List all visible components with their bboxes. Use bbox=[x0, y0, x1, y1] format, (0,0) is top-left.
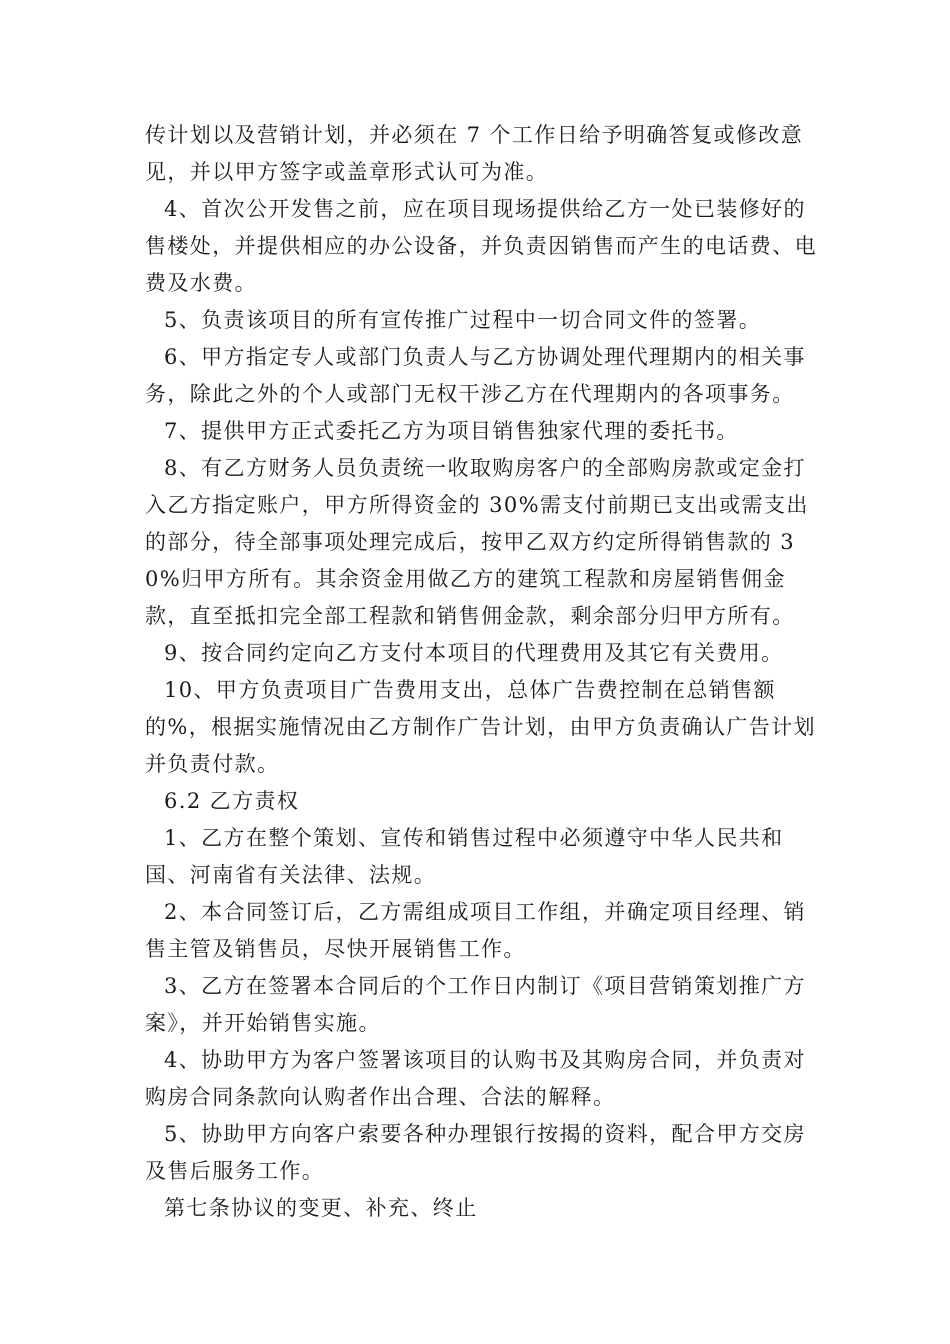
paragraph-continuation: 传计划以及营销计划，并必须在 7 个工作日给予明确答复或修改意见，并以甲方签字或盖章形式认可为准。 bbox=[145, 123, 804, 184]
document-body bbox=[145, 117, 825, 1227]
paragraph-item-8-payments: 8、有乙方财务人员负责统一收取购房客户的全部购房款或定金打入乙方指定账户，甲方所得资金的 30%需支付前期已支出或需支出的部分，待全部事项处理完成后，按甲乙双方约定所得销售款的 30%归甲方所有。其余资金用做乙方的建筑工程款和房屋销售佣金款，直至抵扣完全部工程款和销售佣金款，剩余部分归甲方所有。 bbox=[145, 456, 809, 628]
paragraph-b-item-5-mortgage-docs: 5、协助甲方向客户索要各种办理银行按揭的资料，配合甲方交房及售后服务工作。 bbox=[145, 1122, 806, 1183]
paragraph-item-10-advertising: 10、甲方负责项目广告费用支出，总体广告费控制在总销售额的%，根据实施情况由乙方制作广告计划，由甲方负责确认广告计划并负责付款。 bbox=[145, 678, 816, 776]
paragraph-b-item-3-plan: 3、乙方在签署本合同后的个工作日内制订《项目营销策划推广方案》，并开始销售实施。 bbox=[145, 974, 806, 1035]
paragraph-item-7-authorization: 7、提供甲方正式委托乙方为项目销售独家代理的委托书。 bbox=[164, 419, 739, 443]
section-heading-party-b-rights: 6.2 乙方责权 bbox=[164, 789, 300, 813]
paragraph-b-item-2-team: 2、本合同签订后，乙方需组成项目工作组，并确定项目经理、销售主管及销售员，尽快开展销售工作。 bbox=[145, 900, 806, 961]
paragraph-item-4-sales-office: 4、首次公开发售之前，应在项目现场提供给乙方一处已装修好的售楼处，并提供相应的办公设备，并负责因销售而产生的电话费、电费及水费。 bbox=[145, 197, 817, 295]
paragraph-item-5-contract-signing: 5、负责该项目的所有宣传推广过程中一切合同文件的签署。 bbox=[164, 308, 762, 332]
paragraph-item-9-agency-fees: 9、按合同约定向乙方支付本项目的代理费用及其它有关费用。 bbox=[164, 641, 784, 665]
paragraph-b-item-4-assist-signing: 4、协助甲方为客户签署该项目的认购书及其购房合同，并负责对购房合同条款向认购者作出合理、合法的解释。 bbox=[145, 1048, 806, 1109]
paragraph-b-item-1-laws: 1、乙方在整个策划、宣传和销售过程中必须遵守中华人民共和国、河南省有关法律、法规。 bbox=[145, 826, 784, 887]
paragraph-item-6-coordinator: 6、甲方指定专人或部门负责人与乙方协调处理代理期内的相关事务，除此之外的个人或部门无权干涉乙方在代理期内的各项事务。 bbox=[145, 345, 806, 406]
article-heading-7: 第七条协议的变更、补充、终止 bbox=[164, 1196, 478, 1220]
